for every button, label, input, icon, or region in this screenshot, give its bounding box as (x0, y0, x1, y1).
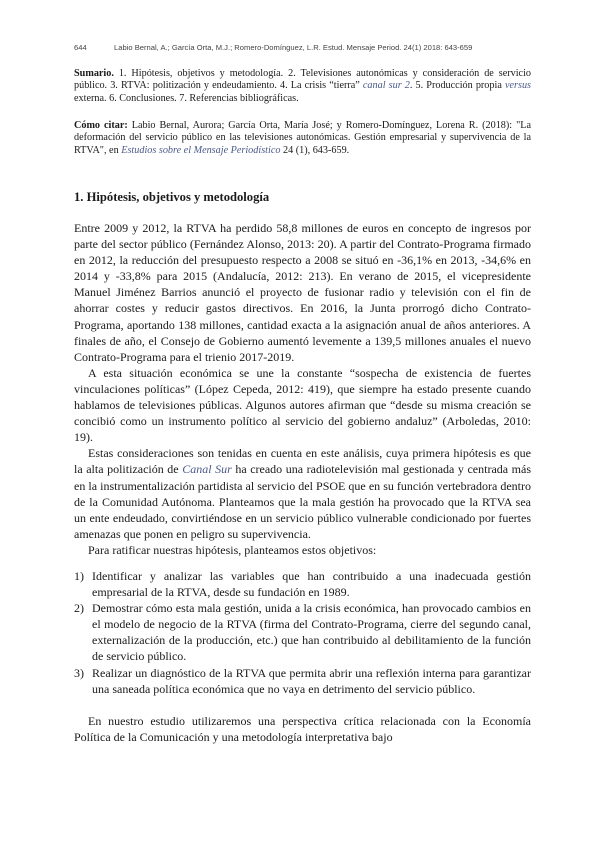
section-title: 1. Hipótesis, objetivos y metodología (74, 190, 270, 204)
summary-italic-canal: canal sur 2 (362, 80, 410, 92)
cite-journal: Estudios sobre el Mensaje Periodístico (121, 144, 281, 156)
list-item-text: Realizar un diagnóstico de la RTVA que permita abrir una reflexión interna para garantizar una saneada política económica que no vaya en detrimento del servicio público. (92, 665, 531, 696)
summary-text-after: externa. 6. Conclusiones. 7. Referencias bibliográficas. (74, 92, 299, 104)
list-item (74, 600, 531, 664)
how-to-cite (74, 120, 531, 157)
running-header (74, 43, 534, 52)
list-item-number: 1) (74, 568, 84, 583)
summary-italic-versus: versus (504, 80, 531, 92)
list-item-text: Identificar y analizar las variables que han contribuido a una inadecuada gestión empresarial de la RTVA, desde su fundación en 1989. (92, 568, 531, 600)
cite-text: Labio Bernal, Aurora; García Orta, María José; y Romero-Domínguez, Lorena R. (2018): "La deformación del servicio público en las televisiones autonómicas. Gestión empresarial y supervivencia de la RTVA", en (74, 120, 531, 156)
paragraph-closing: En nuestro estudio utilizaremos una perspectiva crítica relacionada con la Economía Política de la Comunicación y una metodología interpretativa bajo (74, 713, 531, 744)
cite-ref: 24 (1), 643-659. (280, 144, 350, 156)
summary-label: Sumario. (74, 68, 114, 79)
summary-text-mid: . 5. Producción propia (409, 80, 505, 92)
p3-canal-sur: Canal Sur (182, 462, 232, 477)
objectives-list (74, 568, 531, 697)
cite-label: Cómo citar: (74, 120, 128, 131)
paragraph-1: Entre 2009 y 2012, la RTVA ha perdido 58,8 millones de euros en concepto de ingresos por parte del sector público (Fernández Alonso, 2013: 20). A partir del Contrato-Programa firmado en 2012, la reducción del presupuesto respecto a 2008 se situó en -36,1% en 2013, -34,6% en 2014 y -33,8% para 2015 (Andalucía, 2012: 213). En verano de 2015, el vicepresidente Manuel Jiménez Barrios anunció el proyecto de fusionar radio y televisión con el fin de ahorrar costes y reducir gastos directivos. En 2016, la Junta prorrogó dicho Contrato-Programa, aportando 138 millones, cantidad exacta a la asignación anual de años anteriores. A finales de año, el Consejo de Gobierno aumentó levemente a 139,5 millones anuales el nuevo Contrato-Programa para el trienio 2017-2019. (74, 221, 531, 364)
paragraph-3 (74, 445, 531, 542)
list-item (74, 568, 531, 600)
p3-after: ha creado una radiotelevisión mal gestionada y centrada más en la instrumentalización partidista al servicio del PSOE que en su función vertebradora dentro de la Comunidad Autónoma. Planteamos que la mala gestión ha provocado que la RTVA sea un ente endeudado, convirtiéndose en un servicio público vulnerable condicionado por fuertes amenazas que ponen en peligro su supervivencia. (74, 462, 531, 541)
p3-before: Estas consideraciones son tenidas en cuenta en este análisis, cuya primera hipótesis es que la alta politización de (74, 446, 531, 477)
page-number: 644 (74, 43, 87, 52)
list-item-text: Demostrar cómo esta mala gestión, unida a la crisis económica, han provocado cambios en el modelo de negocio de la RTVA (firma del Contrato-Programa, cierre del segundo canal, externalización de la producción, etc.) que han contribuido al debilitamiento de la función de servicio público. (92, 601, 531, 664)
list-item-number: 2) (74, 601, 84, 616)
paragraph-4: Para ratificar nuestras hipótesis, planteamos estos objetivos: (88, 542, 377, 557)
summary-text-before: 1. Hipótesis, objetivos y metodología. 2. Televisiones autonómicas y consideración de servicio público. 3. RTVA: politización y endeudamiento. 4. La crisis “tierra” (74, 68, 531, 92)
list-item-number: 3) (74, 665, 84, 680)
header-citation: Labio Bernal, A.; García Orta, M.J.; Romero-Domínguez, L.R. Estud. Mensaje Period. 24(1) 2018: 643-659 (114, 43, 473, 52)
paragraph-2: A esta situación económica se une la constante “sospecha de existencia de fuertes vinculaciones políticas” (López Cepeda, 2012: 419), que siempre ha estado presente cuando hablamos de televisiones públicas. Algunos autores afirman que “desde su misma creación se concibió como un instrumento político al servicio del gobierno andaluz” (Arboledas, 2010: 19). (74, 365, 531, 445)
body-text (74, 220, 531, 745)
summary (74, 68, 531, 105)
list-item (74, 665, 531, 697)
